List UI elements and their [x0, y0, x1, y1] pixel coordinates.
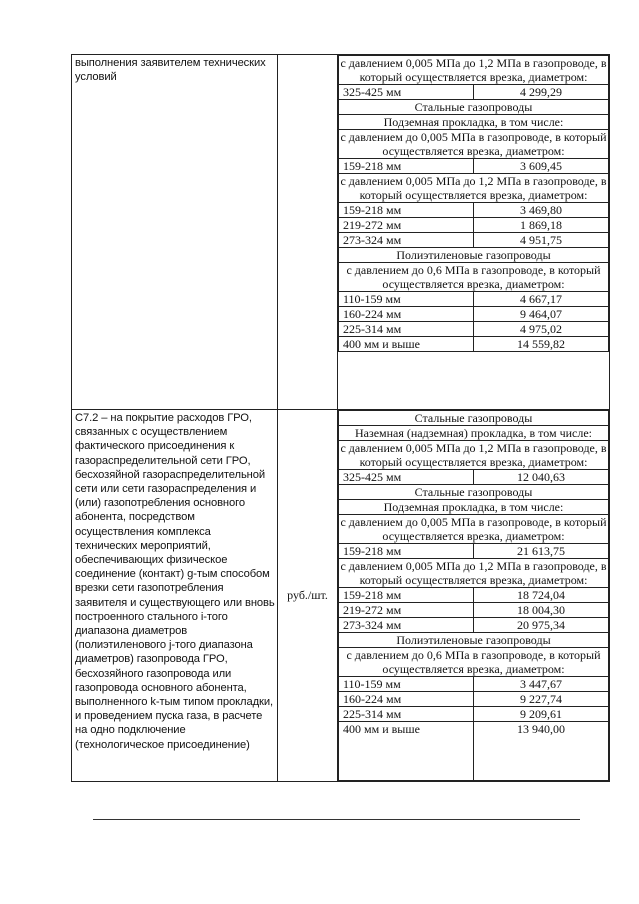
rate-value: 3 609,45	[474, 159, 609, 174]
diameter-rate-row	[339, 722, 609, 781]
diameter-range: 219-272 мм	[339, 218, 474, 233]
rates-table	[71, 54, 610, 782]
diameter-range: 273-324 мм	[339, 233, 474, 248]
unit-cell	[278, 55, 338, 410]
rate-value: 3 447,67	[474, 677, 609, 692]
section-heading-row	[339, 130, 609, 159]
diameter-rate-row	[339, 307, 609, 322]
diameter-range: 325-425 мм	[339, 85, 474, 100]
section-heading-row	[339, 263, 609, 292]
section-heading: с давлением до 0,6 МПа в газопроводе, в который осуществляется врезка, диаметром:	[339, 648, 609, 677]
section-heading-row	[339, 100, 609, 115]
description-cell: выполнения заявителем технических условий	[72, 55, 278, 410]
section-heading: с давлением 0,005 МПа до 1,2 МПа в газопроводе, в который осуществляется врезка, диаметром:	[340, 174, 607, 202]
diameter-range: 159-218 мм	[339, 588, 474, 603]
inner-rates-table	[338, 55, 609, 352]
section-heading-row	[339, 500, 609, 515]
section-heading: Стальные газопроводы	[339, 100, 609, 115]
rate-value: 14 559,82	[474, 337, 609, 352]
rate-row-continuation	[72, 55, 610, 410]
rates-cell	[338, 55, 610, 410]
diameter-range: 160-224 мм	[339, 692, 474, 707]
diameter-rate-row	[339, 707, 609, 722]
diameter-range: 225-314 мм	[339, 707, 474, 722]
description-cell: С7.2 – на покрытие расходов ГРО, связанных с осуществлением фактического присоединения к газораспределительной сети ГРО, бесхозяйной газораспределительной сети или сети газораспределения и (или) газопотребления основного абонента, посредством осуществления комплекса технических мероприятий, обеспечивающих физическое соединение (контакт) g-тым способом врезки сети газопотребления заявителя и существующего или вновь построенного стального i-того диапазона диаметров (полиэтиленового j-того диапазона диаметров) газопровода ГРО, бесхозяйного газопровода или газопровода основного абонента, выполненного k-тым типом прокладки, и проведением пуска газа, в расчете на одно подключение (технологическое присоединение)	[72, 410, 278, 782]
section-heading: Полиэтиленовые газопроводы	[339, 633, 609, 648]
inner-rates-table	[338, 410, 609, 781]
diameter-rate-row	[339, 159, 609, 174]
diameter-rate-row	[339, 588, 609, 603]
diameter-range: 110-159 мм	[339, 292, 474, 307]
section-heading-row	[339, 411, 609, 426]
section-heading: с давлением 0,005 МПа до 1,2 МПа в газопроводе, в который осуществляется врезка, диаметром:	[340, 441, 607, 469]
section-heading: Стальные газопроводы	[339, 411, 609, 426]
diameter-rate-row	[339, 677, 609, 692]
section-heading-row	[339, 174, 609, 203]
diameter-range: 219-272 мм	[339, 603, 474, 618]
diameter-range: 159-218 мм	[339, 203, 474, 218]
diameter-rate-row	[339, 603, 609, 618]
section-heading: с давлением 0,005 МПа до 1,2 МПа в газопроводе, в который осуществляется врезка, диаметром:	[340, 56, 607, 84]
rate-value: 13 940,00	[474, 722, 609, 781]
rate-value: 4 667,17	[474, 292, 609, 307]
section-heading: Полиэтиленовые газопроводы	[339, 248, 609, 263]
section-heading: Наземная (надземная) прокладка, в том числе:	[339, 426, 609, 441]
rate-value: 3 469,80	[474, 203, 609, 218]
diameter-rate-row	[339, 322, 609, 337]
diameter-range: 159-218 мм	[339, 159, 474, 174]
diameter-range: 400 мм и выше	[339, 337, 474, 352]
section-heading: с давлением до 0,6 МПа в газопроводе, в который осуществляется врезка, диаметром:	[339, 263, 609, 292]
rate-value: 4 951,75	[474, 233, 609, 248]
diameter-range: 159-218 мм	[339, 544, 474, 559]
diameter-rate-row	[339, 692, 609, 707]
section-heading: с давлением 0,005 МПа до 1,2 МПа в газопроводе, в который осуществляется врезка, диаметром:	[340, 559, 607, 587]
section-heading-row	[339, 426, 609, 441]
rate-value: 4 299,29	[474, 85, 609, 100]
diameter-rate-row	[339, 218, 609, 233]
unit-cell: руб./шт.	[278, 410, 338, 782]
rate-value: 12 040,63	[474, 470, 609, 485]
diameter-rate-row	[339, 85, 609, 100]
section-heading-row	[339, 559, 609, 588]
section-heading-row	[339, 648, 609, 677]
section-heading: Стальные газопроводы	[339, 485, 609, 500]
rate-row-c7-2	[72, 410, 610, 782]
diameter-rate-row	[339, 203, 609, 218]
diameter-range: 400 мм и выше	[339, 722, 474, 781]
rate-value: 20 975,34	[474, 618, 609, 633]
section-heading-row	[339, 56, 609, 85]
rate-value: 21 613,75	[474, 544, 609, 559]
diameter-rate-row	[339, 292, 609, 307]
rate-value: 1 869,18	[474, 218, 609, 233]
diameter-range: 273-324 мм	[339, 618, 474, 633]
section-heading-row	[339, 515, 609, 544]
diameter-rate-row	[339, 233, 609, 248]
section-heading: с давлением до 0,005 МПа в газопроводе, в который осуществляется врезка, диаметром:	[340, 130, 607, 158]
rate-value: 18 724,04	[474, 588, 609, 603]
rate-value: 9 464,07	[474, 307, 609, 322]
diameter-rate-row	[339, 544, 609, 559]
rates-cell	[338, 410, 610, 782]
diameter-rate-row	[339, 337, 609, 352]
section-heading-row	[339, 441, 609, 470]
rate-value: 18 004,30	[474, 603, 609, 618]
diameter-range: 110-159 мм	[339, 677, 474, 692]
diameter-rate-row	[339, 618, 609, 633]
rate-value: 4 975,02	[474, 322, 609, 337]
diameter-range: 325-425 мм	[339, 470, 474, 485]
section-heading-row	[339, 248, 609, 263]
section-heading-row	[339, 633, 609, 648]
diameter-range: 225-314 мм	[339, 322, 474, 337]
footer-divider	[93, 819, 580, 820]
rate-value: 9 209,61	[474, 707, 609, 722]
section-heading-row	[339, 485, 609, 500]
section-heading: Подземная прокладка, в том числе:	[339, 115, 609, 130]
section-heading: с давлением до 0,005 МПа в газопроводе, в который осуществляется врезка, диаметром:	[340, 515, 607, 543]
section-heading: Подземная прокладка, в том числе:	[339, 500, 609, 515]
diameter-range: 160-224 мм	[339, 307, 474, 322]
rate-value: 9 227,74	[474, 692, 609, 707]
diameter-rate-row	[339, 470, 609, 485]
section-heading-row	[339, 115, 609, 130]
